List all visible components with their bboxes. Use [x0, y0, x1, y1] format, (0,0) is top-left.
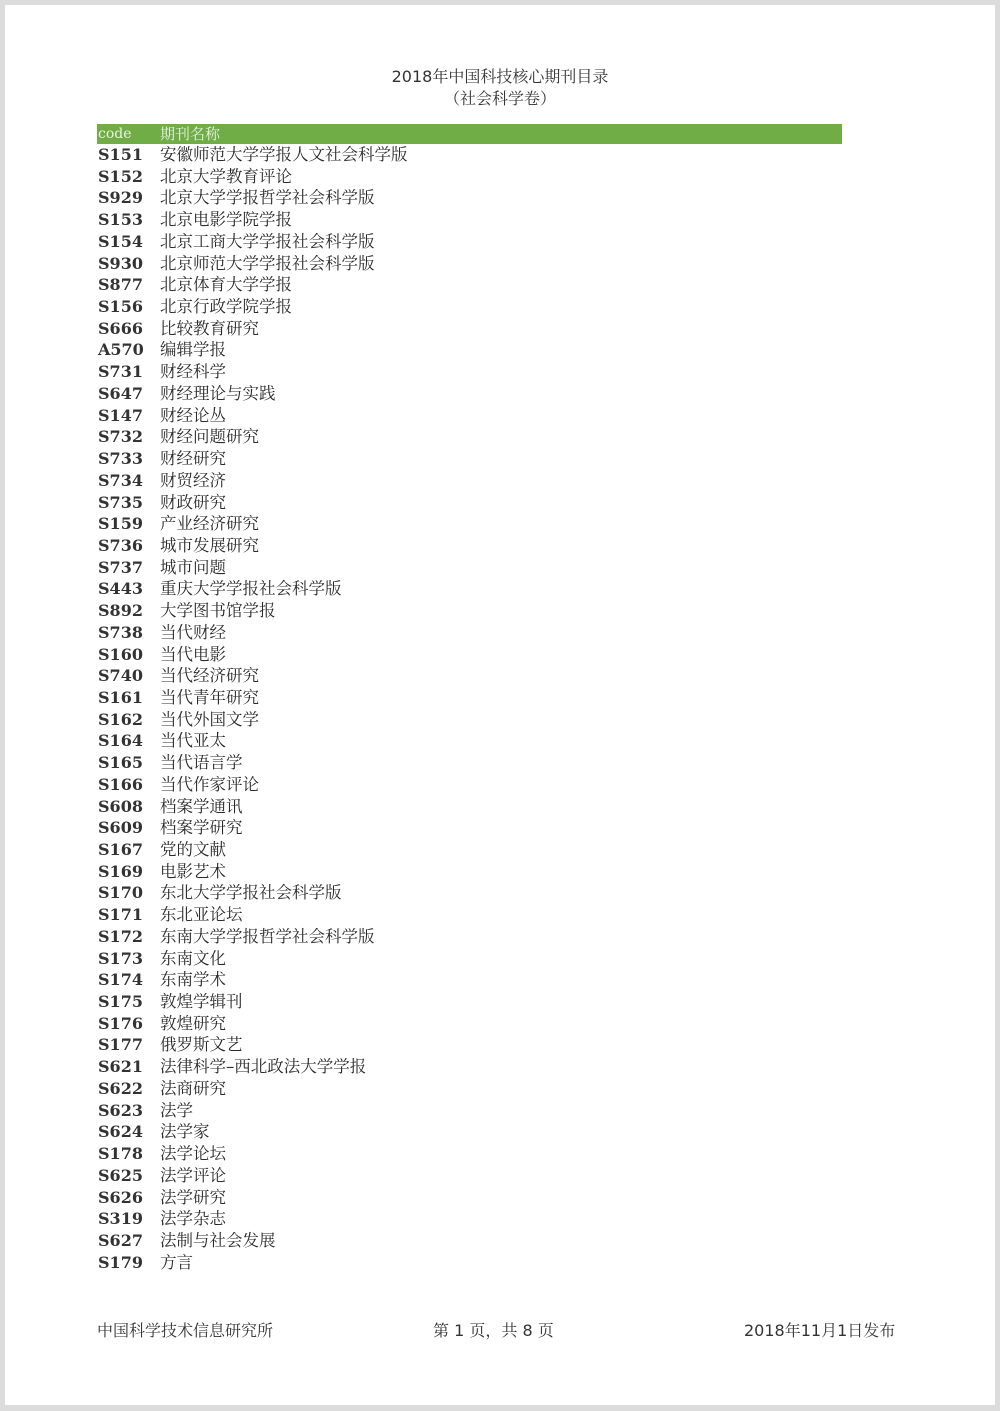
journal-code: A570 [98, 340, 144, 360]
journal-code: S171 [98, 905, 143, 925]
journal-table-body [97, 144, 842, 1273]
journal-code: S877 [98, 275, 143, 295]
journal-code: S167 [98, 840, 143, 859]
table-row [97, 361, 842, 383]
table-row [97, 187, 842, 209]
journal-name: 编辑学报 [160, 340, 226, 360]
journal-name: 北京工商大学学报社会科学版 [160, 231, 375, 251]
table-row [97, 861, 842, 883]
journal-code: S177 [98, 1035, 143, 1055]
journal-code: S892 [98, 601, 143, 621]
table-row [97, 405, 842, 427]
column-header-code: code [98, 126, 132, 142]
table-row [97, 209, 842, 231]
journal-code: S621 [98, 1057, 143, 1077]
journal-code: S178 [98, 1144, 143, 1164]
table-row [97, 926, 842, 948]
journal-name: 俄罗斯文艺 [160, 1035, 243, 1055]
journal-name: 当代作家评论 [160, 774, 259, 794]
journal-name: 东南文化 [160, 948, 226, 968]
table-row [97, 339, 842, 361]
journal-code: S154 [98, 231, 143, 251]
footer-date: 2018年11月1日发布 [744, 1321, 896, 1340]
table-row [97, 1078, 842, 1100]
journal-code: S622 [98, 1078, 143, 1098]
table-row [97, 839, 842, 861]
journal-code: S627 [98, 1230, 143, 1250]
journal-code: S929 [98, 188, 143, 208]
journal-name: 比较教育研究 [160, 318, 259, 338]
journal-name: 法学家 [160, 1122, 210, 1142]
journal-name: 财经研究 [160, 449, 226, 469]
table-row [97, 1143, 842, 1165]
journal-code: S666 [98, 318, 143, 338]
table-row [97, 274, 842, 296]
journal-name: 档案学研究 [160, 818, 243, 838]
table-row [97, 796, 842, 818]
table-row [97, 730, 842, 752]
journal-code: S443 [98, 579, 143, 599]
journal-name: 东南学术 [160, 970, 226, 990]
journal-name: 法学 [160, 1100, 193, 1120]
journal-name: 当代亚太 [160, 731, 226, 751]
table-row [97, 1100, 842, 1122]
journal-code: S176 [98, 1013, 143, 1033]
table-row [97, 622, 842, 644]
journal-name: 财经理论与实践 [160, 383, 276, 403]
journal-name: 北京电影学院学报 [160, 210, 292, 230]
table-row [97, 513, 842, 535]
journal-code: S608 [98, 796, 143, 816]
journal-code: S156 [98, 297, 143, 317]
journal-name: 城市发展研究 [160, 535, 259, 555]
table-row [97, 991, 842, 1013]
table-row [97, 318, 842, 340]
journal-code: S179 [98, 1252, 143, 1272]
table-row [97, 492, 842, 514]
journal-name: 财贸经济 [160, 470, 226, 490]
table-row [97, 166, 842, 188]
table-row [97, 1165, 842, 1187]
journal-name: 北京师范大学学报社会科学版 [160, 253, 375, 273]
journal-code: S170 [98, 883, 143, 903]
journal-name: 档案学通讯 [160, 796, 243, 816]
document-title: 2018年中国科技核心期刊目录 [391, 67, 609, 86]
journal-name: 财经科学 [160, 362, 226, 382]
journal-name: 北京体育大学学报 [160, 275, 292, 295]
table-row [97, 448, 842, 470]
table-row [97, 1252, 842, 1274]
journal-code: S147 [98, 405, 143, 425]
journal-code: S173 [98, 948, 143, 968]
journal-name: 北京行政学院学报 [160, 297, 292, 317]
journal-name: 当代青年研究 [160, 687, 259, 707]
journal-code: S731 [98, 362, 143, 382]
table-header [97, 124, 842, 144]
journal-code: S169 [98, 861, 143, 881]
journal-code: S175 [98, 992, 143, 1012]
table-row [97, 296, 842, 318]
journal-code: S172 [98, 926, 143, 946]
journal-name: 当代财经 [160, 622, 226, 642]
table-row [97, 1056, 842, 1078]
table-row [97, 1121, 842, 1143]
journal-code: S734 [98, 470, 143, 490]
table-row [97, 1034, 842, 1056]
table-row [97, 144, 842, 166]
journal-code: S647 [98, 383, 143, 403]
journal-code: S740 [98, 666, 143, 686]
journal-name: 法律科学–西北政法大学学报 [160, 1057, 367, 1077]
journal-code: S626 [98, 1187, 143, 1207]
journal-name: 党的文献 [160, 840, 226, 859]
table-row [97, 774, 842, 796]
journal-name: 法制与社会发展 [160, 1230, 276, 1250]
document-subtitle: （社会科学卷） [443, 89, 556, 108]
journal-code: S319 [98, 1209, 143, 1229]
journal-code: S159 [98, 514, 143, 534]
journal-code: S174 [98, 970, 143, 990]
journal-name: 敦煌研究 [160, 1013, 226, 1033]
table-row [97, 687, 842, 709]
table-row [97, 535, 842, 557]
journal-code: S151 [98, 145, 143, 164]
journal-code: S165 [98, 753, 143, 773]
journal-code: S164 [98, 731, 143, 751]
journal-name: 北京大学教育评论 [160, 166, 292, 186]
journal-name: 财政研究 [160, 492, 226, 512]
journal-name: 东北大学学报社会科学版 [160, 883, 342, 903]
journal-name: 敦煌学辑刊 [160, 992, 243, 1012]
journal-name: 法商研究 [160, 1078, 226, 1098]
table-row [97, 383, 842, 405]
journal-code: S166 [98, 774, 143, 794]
journal-code: S153 [98, 210, 143, 230]
journal-code: S160 [98, 644, 143, 664]
journal-name: 当代电影 [160, 644, 226, 664]
journal-name: 财经问题研究 [160, 427, 259, 447]
table-row [97, 426, 842, 448]
journal-code: S161 [98, 687, 143, 707]
journal-code: S736 [98, 535, 143, 555]
journal-code: S735 [98, 492, 143, 512]
journal-code: S624 [98, 1122, 143, 1142]
table-row [97, 644, 842, 666]
journal-name: 当代语言学 [160, 753, 243, 773]
journal-code: S625 [98, 1165, 143, 1185]
journal-code: S152 [98, 166, 143, 186]
journal-name: 当代外国文学 [160, 709, 259, 729]
table-row [97, 1013, 842, 1035]
table-row [97, 253, 842, 275]
table-row [97, 557, 842, 579]
journal-code: S623 [98, 1100, 143, 1120]
table-row [97, 969, 842, 991]
journal-name: 东南大学学报哲学社会科学版 [160, 926, 375, 946]
journal-name: 方言 [160, 1252, 193, 1272]
journal-name: 当代经济研究 [160, 666, 259, 686]
journal-name: 法学杂志 [160, 1209, 226, 1229]
table-row [97, 752, 842, 774]
journal-name: 重庆大学学报社会科学版 [160, 579, 342, 599]
journal-name: 城市问题 [160, 557, 226, 577]
table-row [97, 600, 842, 622]
journal-code: S737 [98, 557, 143, 577]
journal-code: S733 [98, 449, 143, 469]
table-row [97, 882, 842, 904]
journal-name: 法学评论 [160, 1165, 226, 1185]
table-row [97, 1187, 842, 1209]
column-header-journal-name: 期刊名称 [160, 125, 221, 143]
journal-code: S162 [98, 709, 143, 729]
table-row [97, 665, 842, 687]
table-row [97, 709, 842, 731]
table-row [97, 948, 842, 970]
table-row [97, 578, 842, 600]
journal-name: 大学图书馆学报 [160, 601, 276, 621]
table-row [97, 1230, 842, 1252]
journal-name: 东北亚论坛 [160, 905, 243, 925]
footer-publisher: 中国科学技术信息研究所 [97, 1321, 274, 1340]
journal-name: 安徽师范大学学报人文社会科学版 [160, 145, 408, 164]
table-row [97, 817, 842, 839]
journal-code: S732 [98, 427, 143, 447]
journal-name: 北京大学学报哲学社会科学版 [160, 188, 375, 208]
journal-name: 法学论坛 [160, 1144, 226, 1164]
table-row [97, 231, 842, 253]
journal-name: 财经论丛 [160, 405, 226, 425]
journal-code: S930 [98, 253, 143, 273]
footer-page-info: 第 1 页，共 8 页 [433, 1321, 554, 1340]
journal-name: 电影艺术 [160, 861, 226, 881]
table-row [97, 904, 842, 926]
table-row [97, 1208, 842, 1230]
journal-code: S609 [98, 818, 143, 838]
journal-name: 法学研究 [160, 1187, 226, 1207]
journal-code: S738 [98, 622, 143, 642]
journal-name: 产业经济研究 [160, 514, 259, 534]
table-row [97, 470, 842, 492]
